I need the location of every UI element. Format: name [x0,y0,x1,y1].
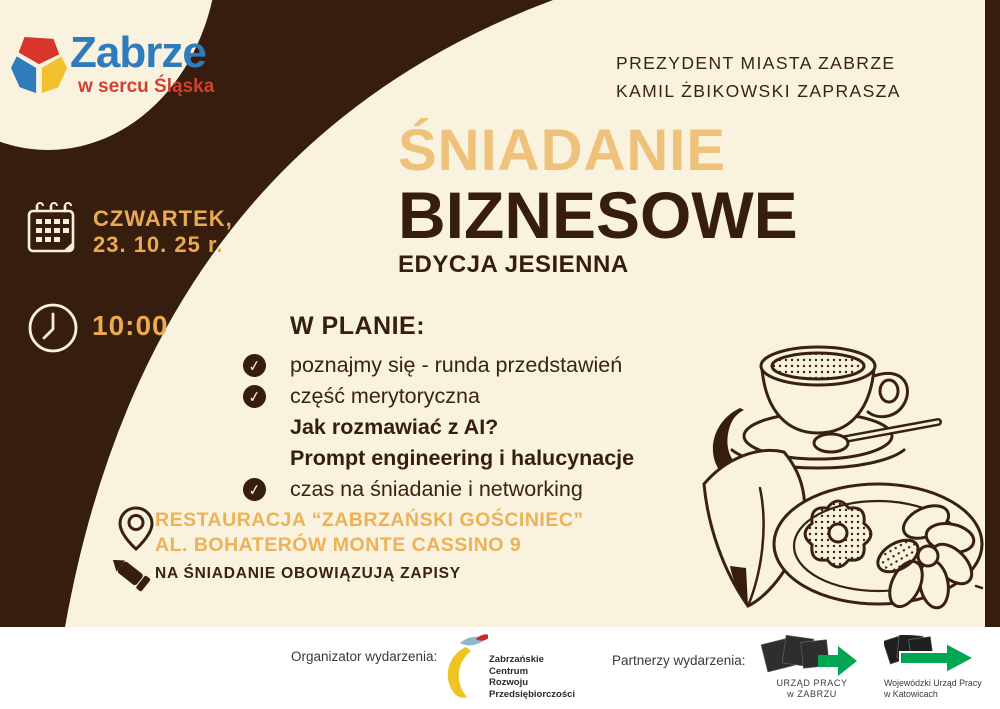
up-zabrze-logo-icon [760,635,860,677]
partners-label: Partnerzy wydarzenia: [612,653,746,668]
check-icon: ✓ [242,476,268,502]
clock-icon [27,302,79,354]
plan-item-text: Jak rozmawiać z AI? [290,414,499,439]
organizer-logo-line: Centrum [489,665,529,677]
check-icon: ✓ [242,352,268,378]
location-line1: RESTAURACJA “ZABRZAŃSKI GOŚCINIEC” [155,509,584,531]
zabrze-gem-icon [10,34,68,98]
plan-item-text: Prompt engineering i halucynacje [290,445,635,470]
check-icon: ✓ [242,383,268,409]
footer [0,627,1000,709]
wup-katowice-line: Wojewódzki Urząd Pracy [884,678,982,688]
breakfast-illustration [688,316,988,618]
plan-heading: W PLANIE: [290,312,426,340]
location-line2: AL. BOHATERÓW MONTE CASSINO 9 [155,533,522,556]
up-zabrze-line: URZĄD PRACY [776,678,848,688]
zabrze-city-logo [8,20,228,130]
event-time: 10:00 [92,310,169,341]
organizer-logo-line: Rozwoju [489,677,529,688]
up-zabrze-line: w ZABRZU [787,688,837,699]
plan-item [243,412,498,442]
invitation-text [616,50,901,105]
registration-note: NA ŚNIADANIE OBOWIĄZUJĄ ZAPISY [155,565,461,582]
plan-item [243,443,634,473]
zcrp-logo-icon [438,633,488,699]
calendar-icon [27,202,77,254]
wup-katowice-logo-icon [884,635,984,677]
plan-item-text: część merytoryczna [290,383,480,408]
logo-name: Zabrze [70,28,206,77]
event-title [398,120,798,279]
up-zabrze-caption [757,678,867,699]
plan-item [243,381,480,411]
location-pin-icon [117,506,155,552]
plan-item [243,350,622,380]
wup-katowice-line: w Katowicach [884,688,938,699]
title-line1: ŚNIADANIE [398,118,727,183]
title-line2: BIZNESOWE [398,178,798,252]
plan-item [243,474,583,504]
organizer-label: Organizator wydarzenia: [291,649,438,664]
organizer-logo-line: Przedsiębiorczości [489,688,576,700]
event-location [155,508,584,557]
plan-item-text: poznajmy się - runda przedstawień [290,352,623,377]
event-date-value: 23. 10. 25 r. [93,232,224,257]
plan-item-text: czas na śniadanie i networking [290,476,583,501]
organizer-logo-line: Zabrzańskie [489,654,544,665]
event-day: CZWARTEK, [93,206,233,231]
wup-katowice-caption [884,678,994,699]
organizer-logo-text [489,654,575,700]
invitation-line2: KAMIL ŻBIKOWSKI ZAPRASZA [616,80,901,101]
title-subtitle: EDYCJA JESIENNA [398,251,629,278]
pen-icon [110,554,152,594]
logo-tagline: w sercu Śląska [78,76,215,97]
event-date [93,206,233,258]
invitation-line1: PREZYDENT MIASTA ZABRZE [616,53,896,73]
